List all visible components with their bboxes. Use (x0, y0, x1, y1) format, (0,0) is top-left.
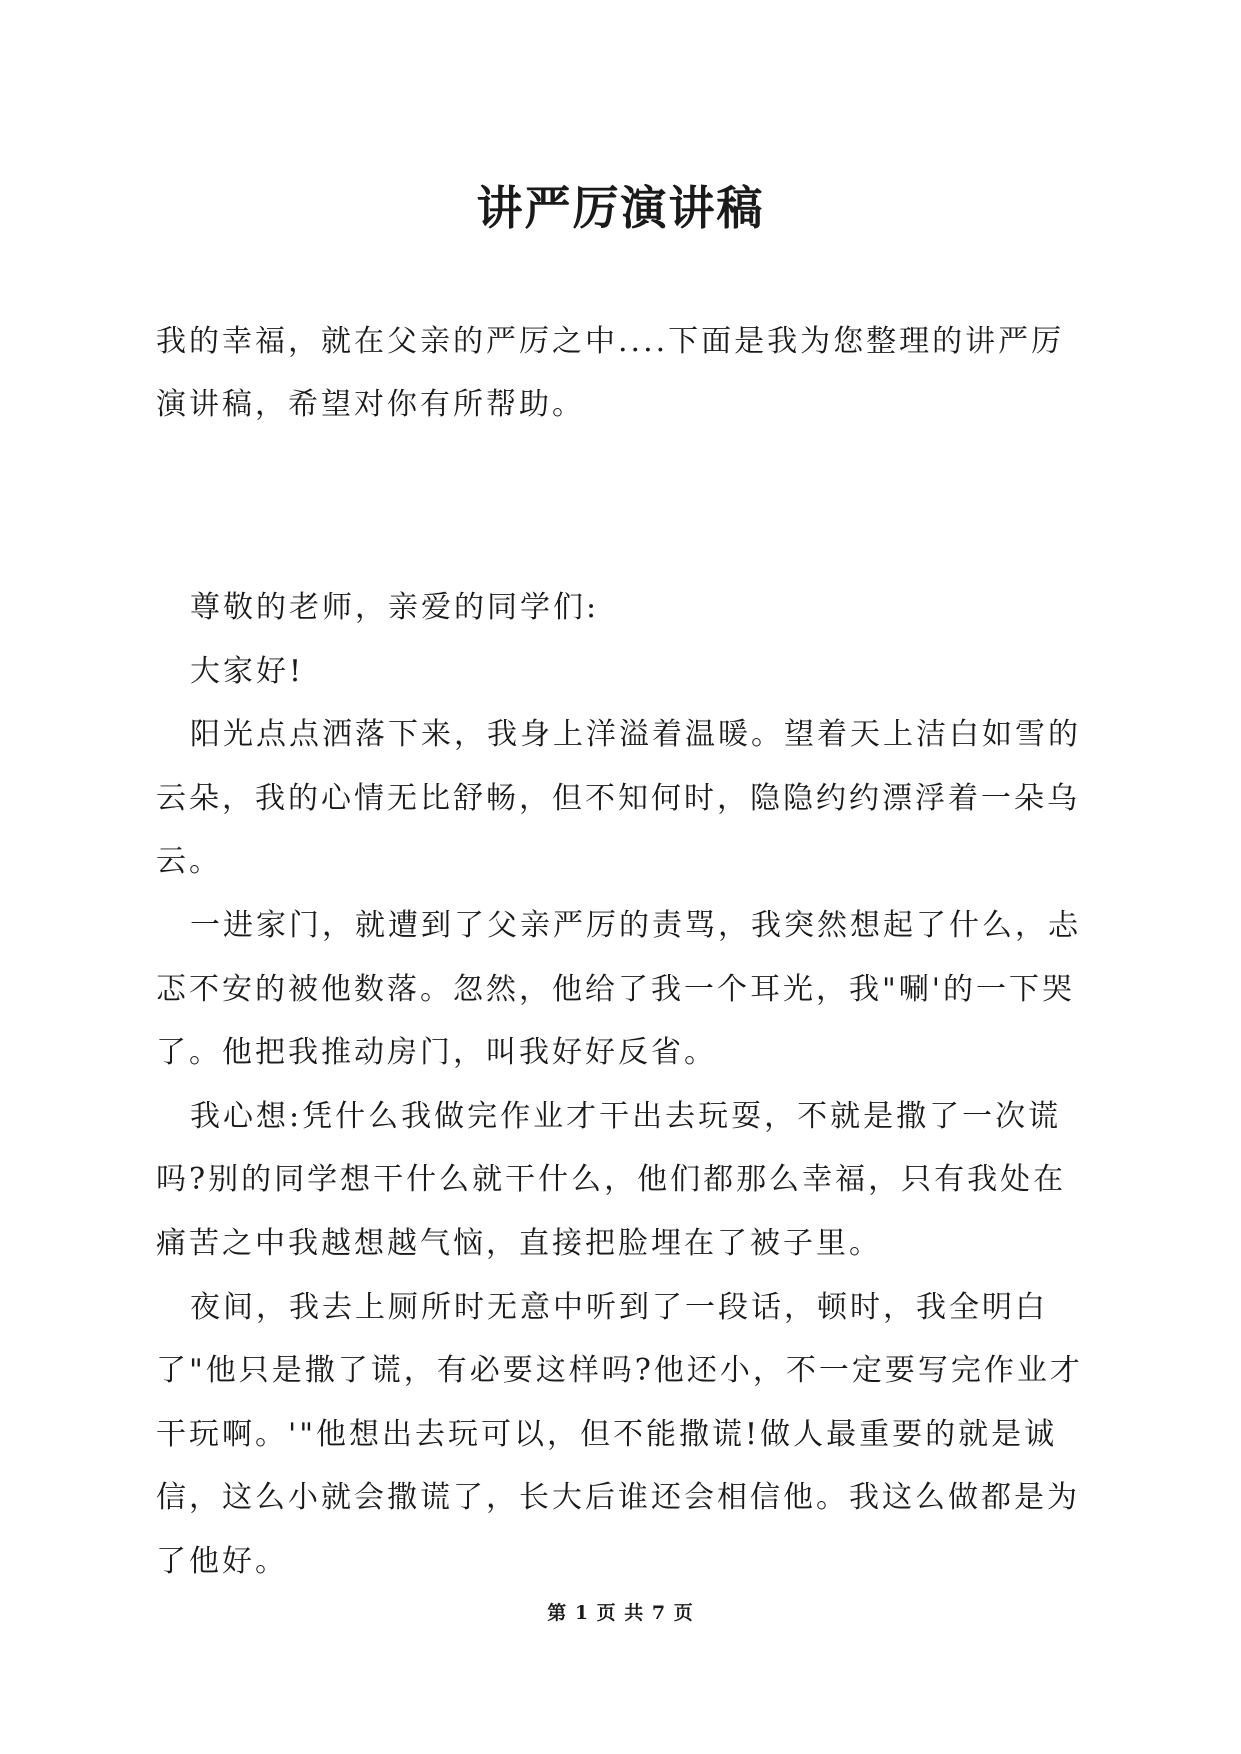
body-paragraph: 一进家门，就遭到了父亲严厉的责骂，我突然想起了什么，忐忑不安的被他数落。忽然，他给了我一个耳光，我"唰'的一下哭了。他把我推动房门，叫我好好反省。 (156, 907, 1081, 1071)
greeting: 大家好! (190, 653, 305, 689)
page-number: 第 1 页 共 7 页 (547, 1602, 694, 1624)
body-paragraph: 夜间，我去上厕所时无意中听到了一段话，顿时，我全明白了"他只是撒了谎，有必要这样吗?他还小，不一定要写完作业才干玩啊。'"他想出去玩可以，但不能撒谎!做人最重要的就是诚信，这么小就会撒谎了，长大后谁还会相信他。我这么做都是为了他好。 (156, 1289, 1083, 1579)
body-paragraph: 我心想:凭什么我做完作业才干出去玩耍，不就是撒了一次谎吗?别的同学想干什么就干什么，他们都那么幸福，只有我处在痛苦之中我越想越气恼，直接把脸埋在了被子里。 (156, 1098, 1067, 1261)
body-paragraph: 阳光点点洒落下来，我身上洋溢着温暖。望着天上洁白如雪的云朵，我的心情无比舒畅，但不知何时，隐隐约约漂浮着一朵乌云。 (156, 717, 1081, 880)
document-title: 讲严厉演讲稿 (476, 181, 765, 235)
document-body (156, 576, 1096, 1594)
intro-paragraph: 我的幸福，就在父亲的严厉之中....下面是我为您整理的讲严厉演讲稿，希望对你有所帮助。 (156, 324, 1065, 422)
salutation: 尊敬的老师，亲爱的同学们: (190, 590, 600, 625)
